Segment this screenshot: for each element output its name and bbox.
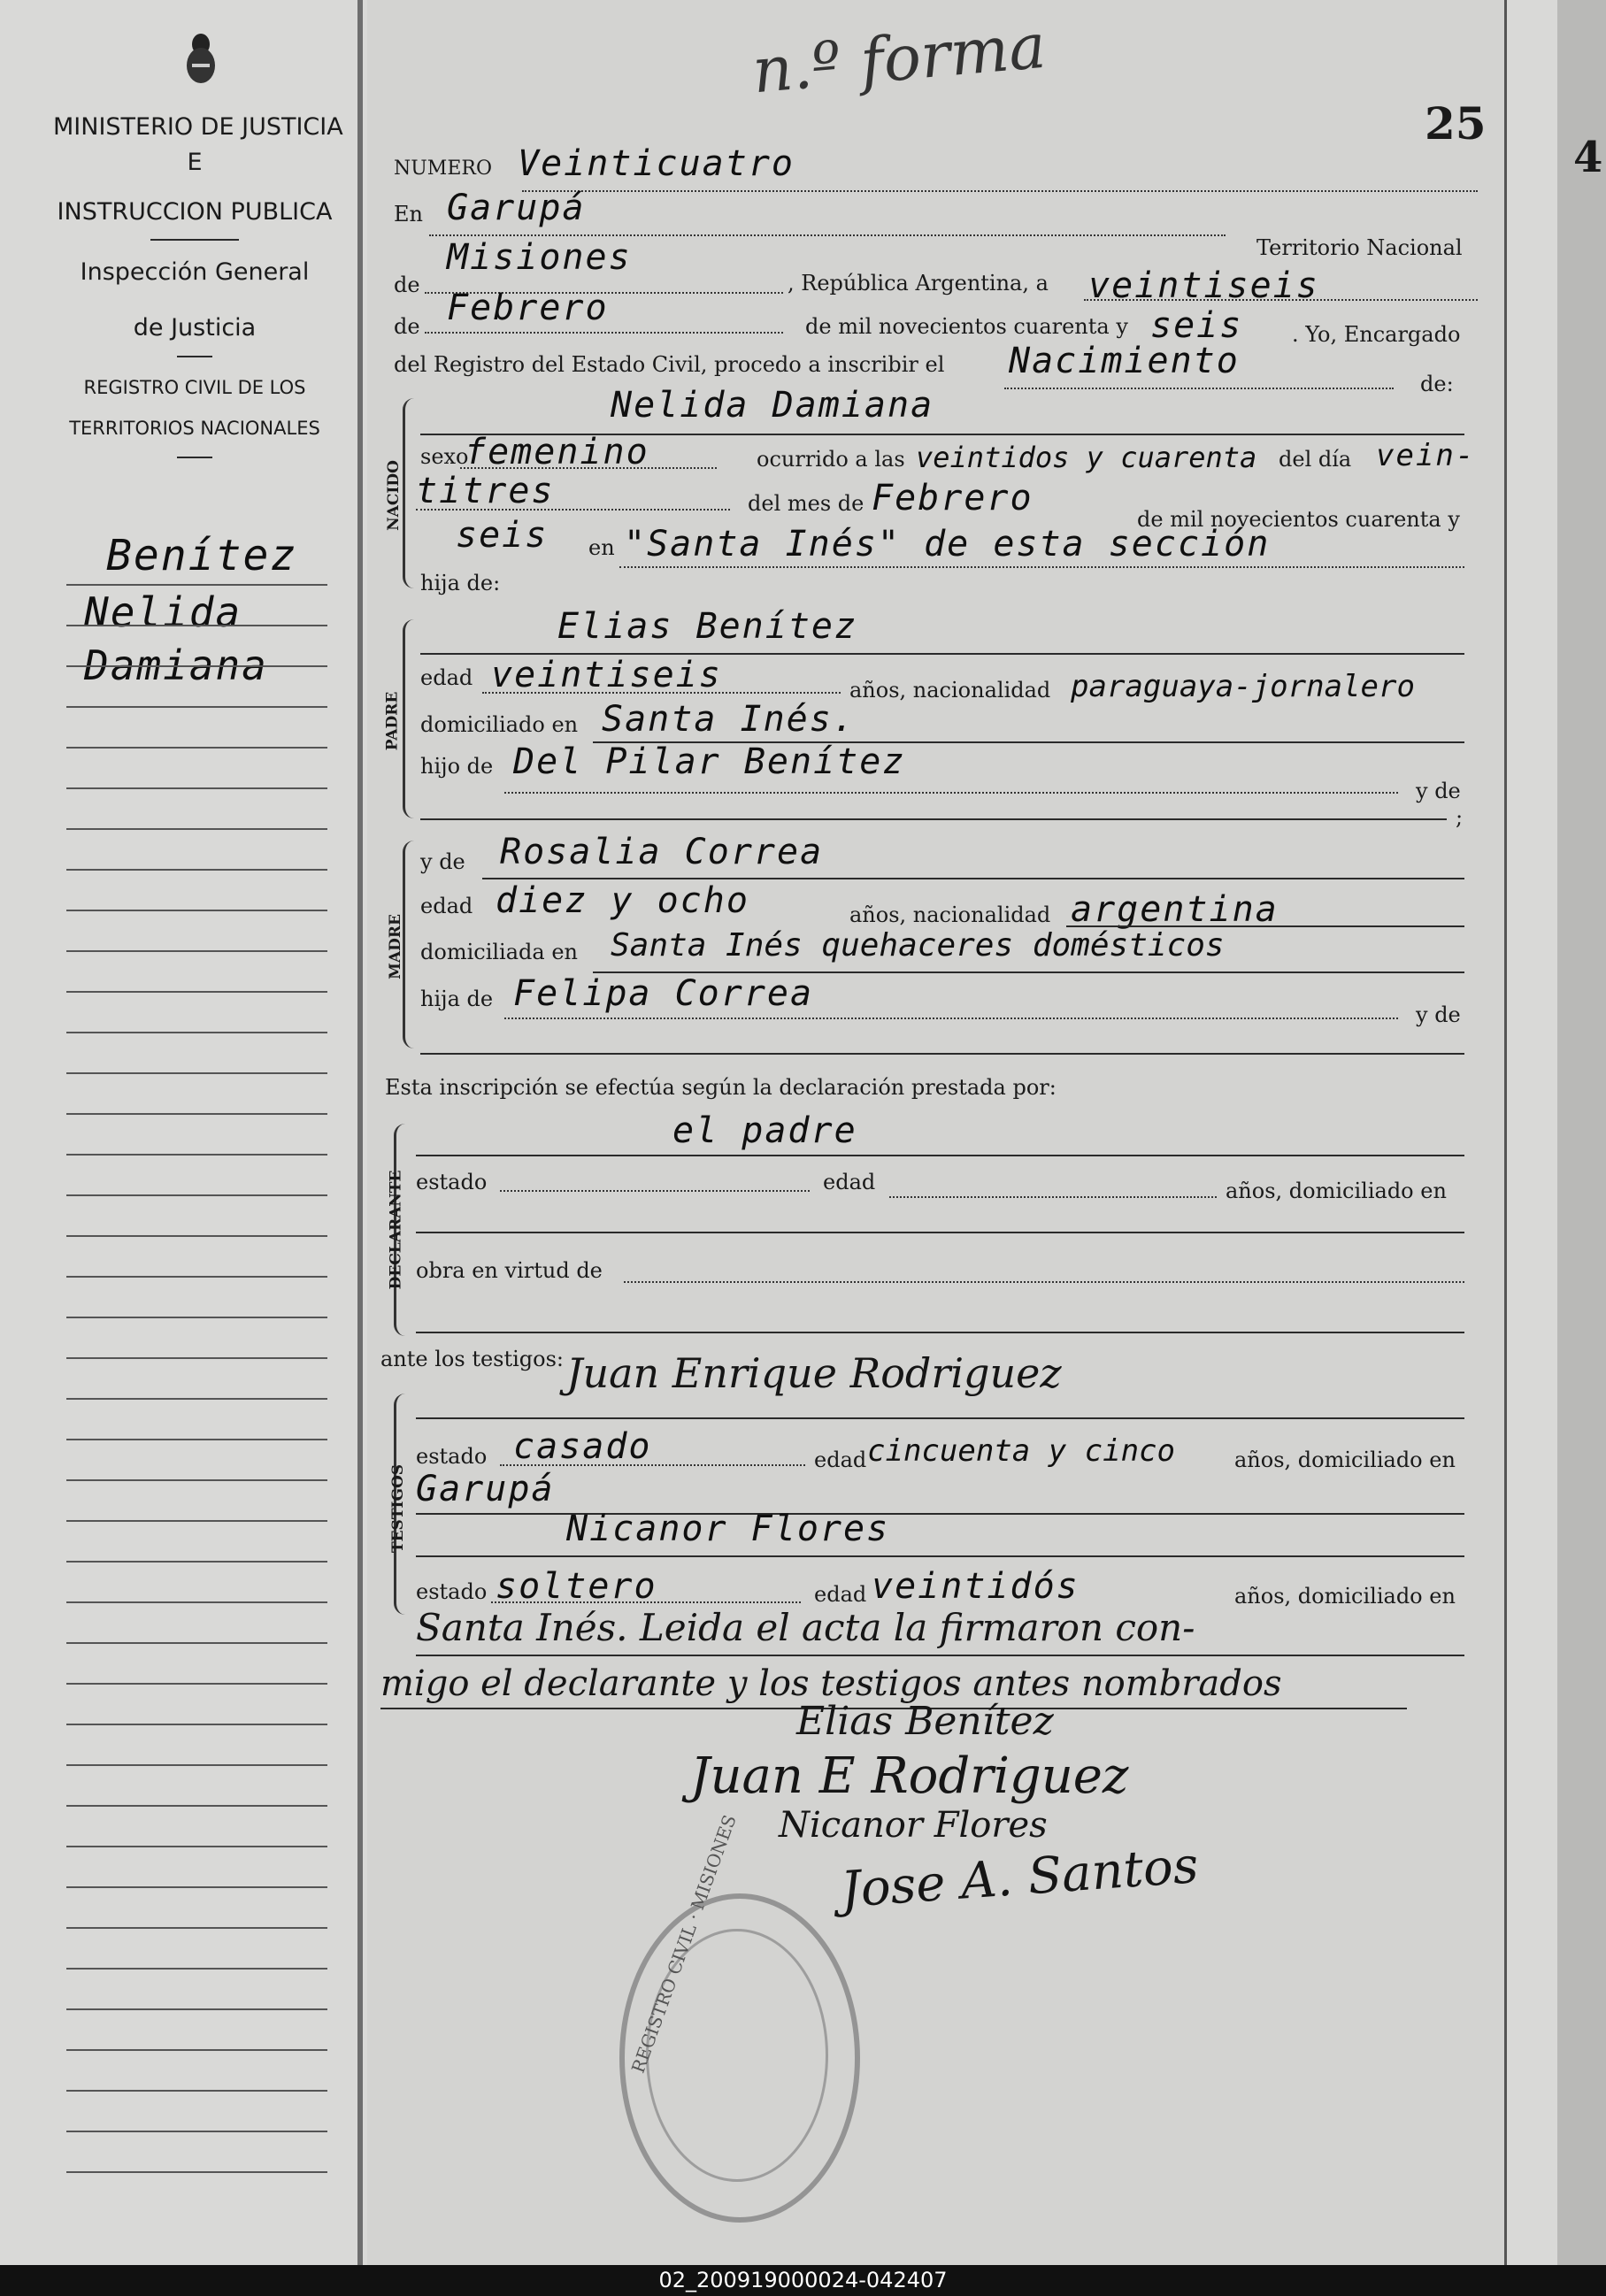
numero-label: NUMERO <box>394 157 492 180</box>
fill-line <box>429 234 1226 236</box>
margin-rule <box>66 1398 327 1400</box>
fill-line <box>420 1053 1464 1055</box>
acto-value: Nacimiento <box>1009 341 1240 381</box>
dia2a-value: vein- <box>1376 438 1476 473</box>
margin-rule <box>66 1317 327 1318</box>
margin-rule <box>66 1601 327 1603</box>
margin-rule <box>66 1886 327 1888</box>
ministry-line-2: E <box>187 149 203 176</box>
testigo1-edad: cincuenta y cinco <box>867 1433 1175 1469</box>
yo-label: . Yo, Encargado <box>1292 322 1461 347</box>
estado-label-t1: estado <box>416 1444 488 1469</box>
semicolon: ; <box>1456 805 1464 830</box>
dia2b-value: titres <box>416 471 555 511</box>
edad-label: edad <box>420 665 473 690</box>
edad-label-t1: edad <box>814 1447 867 1472</box>
margin-rule <box>66 1032 327 1033</box>
fill-line <box>416 1417 1464 1419</box>
seal-text: REGISTRO CIVIL · MISIONES <box>626 1812 741 2077</box>
anos-dom-label: años, domiciliado en <box>1226 1179 1447 1203</box>
fill-line <box>504 1017 1398 1019</box>
madre-domicilio: Santa Inés quehaceres domésticos <box>611 927 1225 964</box>
testigo2-estado: soltero <box>496 1566 657 1607</box>
margin-rule <box>66 1154 327 1156</box>
numero-value: Veinticuatro <box>518 143 795 184</box>
anio2-value: seis <box>456 515 549 556</box>
y-de-label-3: y de <box>1416 1002 1461 1027</box>
margin-rule <box>66 787 327 789</box>
edad-label-t2: edad <box>814 1582 867 1607</box>
fill-line <box>416 1332 1464 1333</box>
margin-rule <box>66 1724 327 1725</box>
margin-rule <box>66 1764 327 1766</box>
estado-label-t2: estado <box>416 1579 488 1604</box>
margin-rule <box>66 1561 327 1563</box>
hora-value: veintidos y cuarenta <box>916 441 1257 474</box>
anos-dom-label-t1: años, domiciliado en <box>1234 1447 1456 1472</box>
divider <box>177 356 212 357</box>
en-value: Garupá <box>447 188 586 228</box>
provincia-value: Misiones <box>447 237 632 278</box>
testigos-label: TESTIGOS <box>389 1463 408 1554</box>
margin-rule <box>66 1805 327 1807</box>
padre-edad: veintiseis <box>491 655 722 695</box>
anos-nac-label: años, nacionalidad <box>849 678 1051 703</box>
margin-rule <box>66 869 327 871</box>
edad-label-2: edad <box>420 894 473 918</box>
binding-spine <box>357 0 363 2265</box>
margin-rule <box>66 747 327 749</box>
y-de-label: y de <box>1416 779 1461 803</box>
fill-line <box>416 1555 1464 1557</box>
sexo-label: sexo <box>420 444 469 469</box>
margin-rule <box>66 1113 327 1115</box>
testigo2-edad: veintidós <box>872 1566 1080 1607</box>
margin-rule <box>66 1235 327 1237</box>
margin-rule <box>66 1479 327 1481</box>
signature-testigo-1: Juan E Rodriguez <box>690 1747 1129 1805</box>
footer-id: 02_200919000024-042407 <box>0 2265 1606 2296</box>
margin-rule <box>66 1642 327 1644</box>
testigo1-estado: casado <box>513 1426 652 1467</box>
declaracion-text: Esta inscripción se efectúa según la declaración prestada por: <box>385 1075 1057 1100</box>
sexo-value: femenino <box>465 432 649 472</box>
domiciliada-label: domiciliada en <box>420 940 578 964</box>
next-page-edge <box>1557 0 1606 2265</box>
margin-name-line-3: Damiana <box>84 641 268 689</box>
lugar-value: "Santa Inés" de esta sección <box>624 524 1271 564</box>
margin-rule <box>66 2049 327 2051</box>
fill-line <box>460 467 717 469</box>
divider <box>177 457 212 458</box>
del-dia-label: del día <box>1279 447 1352 472</box>
madre-nombre: Rosalia Correa <box>500 832 824 872</box>
brace <box>403 398 414 588</box>
signature-testigo-2: Nicanor Flores <box>779 1805 1048 1846</box>
fill-line <box>624 1281 1464 1283</box>
de-label-2: de <box>394 314 420 339</box>
fill-line <box>504 792 1398 794</box>
fill-line <box>482 692 841 694</box>
ministry-line-1: MINISTERIO DE JUSTICIA <box>53 113 343 141</box>
margin-rule <box>66 1276 327 1278</box>
nombre-value: Nelida Damiana <box>611 385 934 426</box>
fill-line <box>482 878 1464 879</box>
cierre-line-1: Santa Inés. Leida el acta la firmaron con- <box>416 1606 1195 1649</box>
coat-of-arms-icon <box>181 25 220 85</box>
mes2-value: Febrero <box>872 478 1034 518</box>
registry-line-2: TERRITORIOS NACIONALES <box>69 418 320 439</box>
anos-nac-label-2: años, nacionalidad <box>849 902 1051 927</box>
madre-nacionalidad: argentina <box>1071 889 1279 930</box>
hija-de-label: hija de: <box>420 571 501 595</box>
fill-line <box>1084 299 1478 301</box>
inspection-line-1: Inspección General <box>80 258 310 286</box>
declarante-label: DECLARANTE <box>387 1170 405 1290</box>
margin-rule <box>66 706 327 708</box>
en2-label: en <box>588 535 615 560</box>
margin-rule <box>66 665 327 667</box>
page-number: 25 <box>1425 97 1487 150</box>
del-mes-label: del mes de <box>748 491 864 516</box>
y-de-label-2: y de <box>420 849 465 874</box>
next-page-number: 4 <box>1573 133 1603 182</box>
margin-name-line-2: Nelida <box>84 588 242 636</box>
testigo2-nombre: Nicanor Flores <box>566 1509 890 1549</box>
inspection-line-2: de Justicia <box>133 314 257 342</box>
margin-rule <box>66 828 327 830</box>
margin-rule <box>66 1846 327 1847</box>
mes-value: Febrero <box>447 288 609 328</box>
margin-rule <box>66 2008 327 2010</box>
fill-line <box>416 1155 1464 1156</box>
fill-line <box>500 1190 810 1192</box>
margin-rule <box>66 950 327 952</box>
fill-line <box>425 332 783 334</box>
de-label: de <box>394 273 420 297</box>
madre-padres: Felipa Correa <box>513 973 814 1014</box>
margin-rule <box>66 1968 327 1970</box>
margin-rule <box>66 625 327 626</box>
fill-line <box>1004 388 1394 389</box>
margin-rule <box>66 584 327 586</box>
cierre-line-2: migo el declarante y los testigos antes nombrados <box>380 1663 1282 1704</box>
registry-line-1: REGISTRO CIVIL DE LOS <box>83 377 306 398</box>
margin-rule <box>66 2131 327 2132</box>
divider <box>150 239 239 241</box>
hijo-de-label: hijo de <box>420 754 494 779</box>
padre-padres: Del Pilar Benítez <box>513 741 906 782</box>
testigos-intro: ante los testigos: <box>380 1347 565 1371</box>
padre-nombre: Elias Benítez <box>557 606 858 647</box>
fill-line <box>889 1196 1217 1198</box>
fill-line <box>420 818 1447 820</box>
registro-text: del Registro del Estado Civil, procedo a inscribir el <box>394 352 945 377</box>
padre-domicilio: Santa Inés. <box>602 699 856 740</box>
domiciliado-label: domiciliado en <box>420 712 579 737</box>
signature-encargado: Jose A. Santos <box>839 1836 1201 1920</box>
republica-label: , República Argentina, a <box>788 271 1049 296</box>
padre-label: PADRE <box>383 691 402 751</box>
margin-rule <box>66 1357 327 1359</box>
estado-label: estado <box>416 1170 488 1194</box>
ministry-line-3: INSTRUCCION PUBLICA <box>57 198 333 226</box>
anos-dom-label-t2: años, domiciliado en <box>1234 1584 1456 1609</box>
mil2-label: de mil novecientos cuarenta y <box>1137 507 1460 532</box>
margin-rule <box>66 2090 327 2092</box>
en-label: En <box>394 202 423 227</box>
margin-rule <box>66 1927 327 1929</box>
edad-label-3: edad <box>823 1170 876 1194</box>
nacido-label: NACIDO <box>384 460 403 531</box>
anio-value: seis <box>1150 305 1243 346</box>
fill-line <box>619 566 1464 568</box>
madre-edad: diez y ocho <box>496 880 749 921</box>
padre-nacionalidad: paraguaya-jornalero <box>1071 669 1415 704</box>
brace <box>403 841 414 1048</box>
margin-rule <box>66 1072 327 1074</box>
margin-rule <box>66 910 327 911</box>
brace <box>403 619 414 818</box>
ocurrido-label: ocurrido a las <box>757 447 905 472</box>
margin-rule <box>66 1439 327 1440</box>
fill-line <box>500 1464 805 1466</box>
declarante-value: el padre <box>672 1110 857 1151</box>
testigo1-domicilio: Garupá <box>416 1469 555 1509</box>
territorio-label: Territorio Nacional <box>1256 235 1463 260</box>
fill-line <box>416 1655 1464 1656</box>
margin-rule <box>66 991 327 993</box>
testigo1-nombre: Juan Enrique Rodriguez <box>566 1349 1062 1397</box>
mil-label: de mil novecientos cuarenta y <box>805 314 1128 339</box>
top-scribble: n.º forma <box>749 9 1049 108</box>
margin-rule <box>66 1194 327 1196</box>
margin-rule <box>66 2171 327 2173</box>
fill-line <box>491 1601 801 1603</box>
margin-name-line-1: Benítez <box>106 531 298 580</box>
signature-padre: Elias Benítez <box>796 1699 1054 1744</box>
dia-value: veintiseis <box>1088 265 1319 306</box>
fill-line <box>416 509 730 511</box>
fill-line <box>522 190 1478 192</box>
margin-rule <box>66 1520 327 1522</box>
madre-label: MADRE <box>386 914 404 979</box>
hija-de-label-2: hija de <box>420 987 494 1011</box>
margin-rule <box>66 1683 327 1685</box>
obra-label: obra en virtud de <box>416 1258 603 1283</box>
fill-line <box>416 1232 1464 1233</box>
de-colon: de: <box>1420 372 1454 396</box>
